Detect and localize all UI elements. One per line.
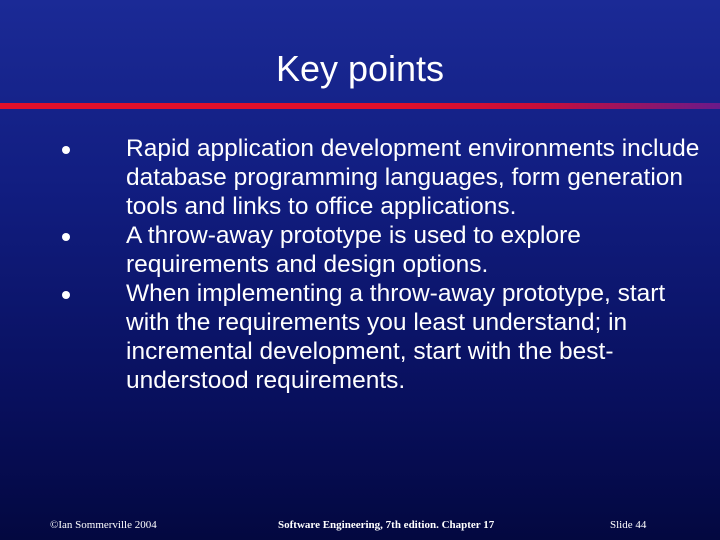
bullet-list (0, 134, 720, 395)
footer-book-title: Software Engineering, 7th edition. Chapter 17 (278, 519, 495, 531)
slide-title: Key points (275, 48, 445, 89)
bullet-dot-icon (62, 146, 70, 154)
title-divider (0, 103, 720, 109)
bullet-item (0, 221, 720, 279)
bullet-dot-icon (62, 233, 70, 241)
bullet-item (0, 134, 720, 221)
footer-slide-number: Slide 44 (610, 519, 647, 531)
bullet-text: When implementing a throw-away prototype, start with the requirements you least understand; in incremental development, start with the best-understood requirements. (126, 280, 666, 394)
footer-copyright: ©Ian Sommerville 2004 (50, 519, 157, 531)
bullet-dot-icon (62, 291, 70, 299)
bullet-item (0, 279, 720, 395)
bullet-text: A throw-away prototype is used to explore requirements and design options. (126, 222, 581, 278)
bullet-text: Rapid application development environments include database programming languages, form generation tools and links to office applications. (126, 135, 700, 220)
